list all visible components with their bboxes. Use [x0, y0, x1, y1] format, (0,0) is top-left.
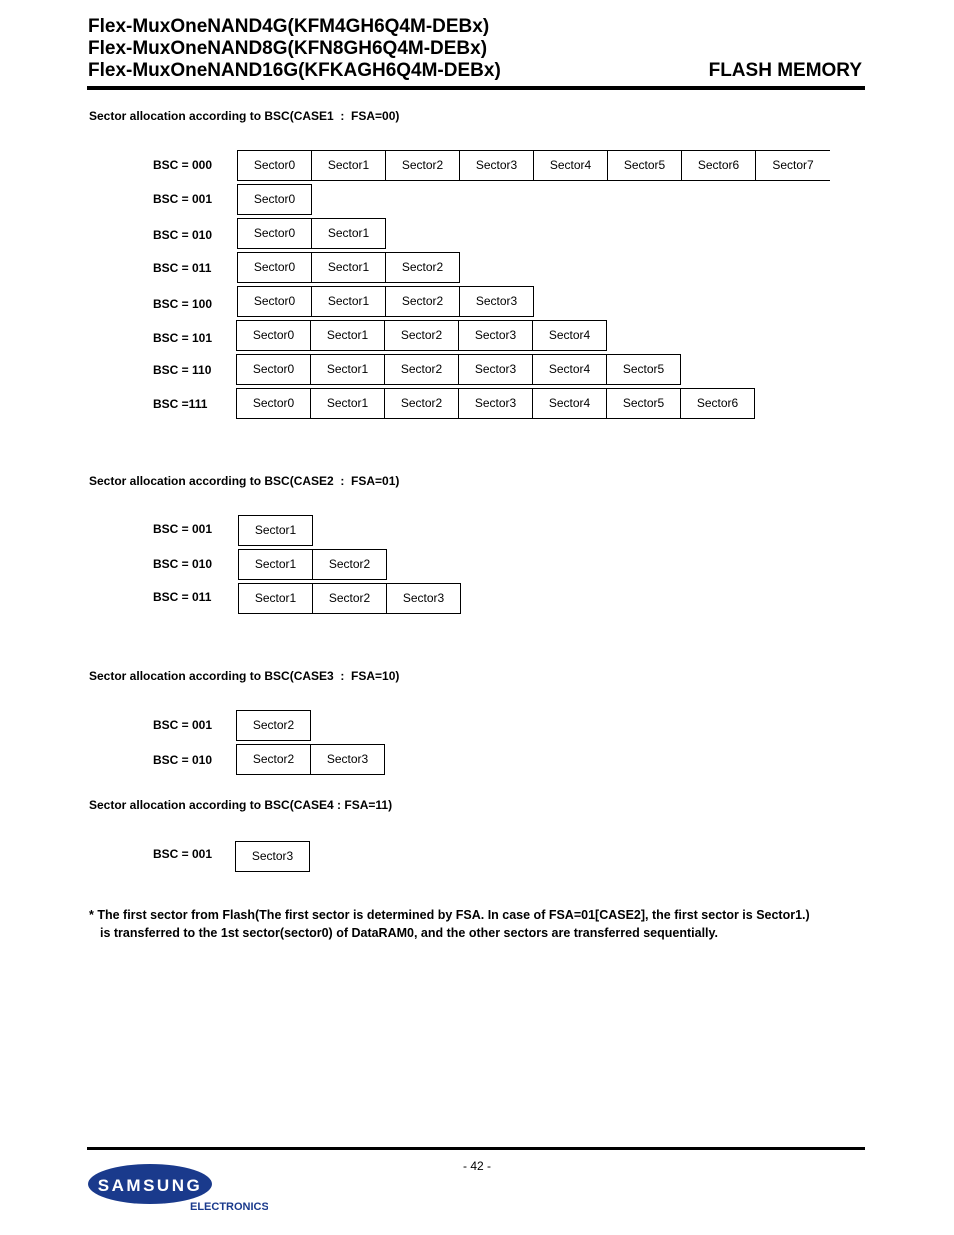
sector-cell: Sector2	[384, 320, 459, 351]
sector-cell: Sector5	[607, 150, 682, 181]
sector-cell: Sector3	[310, 744, 385, 775]
bsc-label: BSC = 000	[153, 158, 213, 172]
sector-row	[236, 388, 755, 417]
bsc-label: BSC = 010	[153, 557, 213, 571]
bsc-label: BSC = 010	[153, 228, 213, 242]
sector-cell: Sector3	[386, 583, 461, 614]
sector-cell: Sector5	[606, 388, 681, 419]
case1-title: Sector allocation according to BSC(CASE1 : FSA=00)	[89, 109, 400, 123]
case2-title: Sector allocation according to BSC(CASE2 : FSA=01)	[89, 474, 400, 488]
bsc-label: BSC = 011	[153, 590, 212, 604]
sector-row	[237, 150, 830, 179]
sector-row	[237, 286, 534, 315]
sector-cell: Sector5	[606, 354, 681, 385]
sector-cell: Sector2	[236, 710, 311, 741]
sector-cell: Sector3	[458, 388, 533, 419]
sector-row	[238, 583, 461, 612]
sector-cell: Sector0	[236, 354, 311, 385]
sector-cell: Sector1	[311, 218, 386, 249]
sector-row	[237, 252, 460, 281]
sector-cell: Sector0	[237, 286, 312, 317]
sector-cell: Sector6	[681, 150, 756, 181]
sector-row	[237, 218, 386, 247]
bsc-label: BSC = 001	[153, 192, 213, 206]
sector-cell: Sector2	[385, 252, 460, 283]
bsc-label: BSC = 001	[153, 847, 213, 861]
sector-row	[238, 549, 387, 578]
sector-row	[236, 744, 385, 773]
bsc-label: BSC = 001	[153, 718, 213, 732]
sector-row	[238, 515, 313, 544]
sector-cell: Sector0	[236, 388, 311, 419]
sector-row	[236, 354, 681, 383]
sector-cell: Sector1	[310, 320, 385, 351]
sector-cell: Sector1	[311, 286, 386, 317]
bsc-label: BSC = 110	[153, 363, 212, 377]
sector-cell: Sector2	[236, 744, 311, 775]
page-number: - 42 -	[462, 1159, 491, 1173]
sector-cell: Sector0	[237, 150, 312, 181]
sector-cell: Sector4	[532, 320, 607, 351]
bsc-label: BSC = 001	[153, 522, 213, 536]
sector-row	[236, 710, 311, 739]
sector-cell: Sector3	[458, 320, 533, 351]
header-flash-memory: FLASH MEMORY	[708, 60, 862, 81]
bsc-label: BSC =111	[153, 397, 208, 411]
sector-cell: Sector2	[385, 286, 460, 317]
bsc-label: BSC = 011	[153, 261, 212, 275]
sector-cell: Sector2	[385, 150, 460, 181]
note-line-1: * The first sector from Flash(The first sector is determined by FSA. In case of FSA=01[CASE2], the first sector is Sector1.)	[89, 908, 810, 922]
sector-cell: Sector4	[532, 388, 607, 419]
sector-row	[236, 320, 607, 349]
sector-cell: Sector3	[458, 354, 533, 385]
sector-cell: Sector0	[237, 218, 312, 249]
case4-title: Sector allocation according to BSC(CASE4 : FSA=11)	[89, 798, 393, 812]
sector-cell: Sector2	[312, 549, 387, 580]
bsc-label: BSC = 101	[153, 331, 213, 345]
sector-cell: Sector7	[755, 150, 830, 181]
header-title-line-2: Flex-MuxOneNAND8G(KFN8GH6Q4M-DEBx)	[88, 38, 488, 59]
bsc-label: BSC = 010	[153, 753, 213, 767]
bsc-label: BSC = 100	[153, 297, 213, 311]
sector-cell: Sector0	[236, 320, 311, 351]
sector-cell: Sector3	[235, 841, 310, 872]
logo-sub: ELECTRONICS	[190, 1201, 268, 1213]
sector-cell: Sector1	[310, 388, 385, 419]
sector-cell: Sector2	[312, 583, 387, 614]
sector-cell: Sector0	[237, 252, 312, 283]
sector-cell: Sector4	[532, 354, 607, 385]
sector-cell: Sector3	[459, 286, 534, 317]
samsung-logo	[88, 1160, 268, 1221]
sector-cell: Sector1	[238, 549, 313, 580]
sector-cell: Sector4	[533, 150, 608, 181]
sector-row	[237, 184, 312, 213]
sector-cell: Sector2	[384, 388, 459, 419]
sector-row	[235, 841, 310, 870]
logo-text: SAMSUNG	[97, 1176, 203, 1195]
sector-cell: Sector6	[680, 388, 755, 419]
sector-cell: Sector1	[238, 515, 313, 546]
note-line-2: is transferred to the 1st sector(sector0) of DataRAM0, and the other sectors are transferred sequentially.	[100, 926, 719, 940]
sector-cell: Sector1	[310, 354, 385, 385]
sector-cell: Sector3	[459, 150, 534, 181]
sector-cell: Sector1	[311, 150, 386, 181]
sector-cell: Sector1	[311, 252, 386, 283]
case3-title: Sector allocation according to BSC(CASE3 : FSA=10)	[89, 669, 400, 683]
header-title-line-1: Flex-MuxOneNAND4G(KFM4GH6Q4M-DEBx)	[88, 16, 490, 37]
sector-cell: Sector2	[384, 354, 459, 385]
sector-cell: Sector0	[237, 184, 312, 215]
footer-rule	[87, 1147, 865, 1150]
header-title-line-3: Flex-MuxOneNAND16G(KFKAGH6Q4M-DEBx)	[88, 60, 501, 81]
sector-cell: Sector1	[238, 583, 313, 614]
header-rule	[87, 86, 865, 90]
